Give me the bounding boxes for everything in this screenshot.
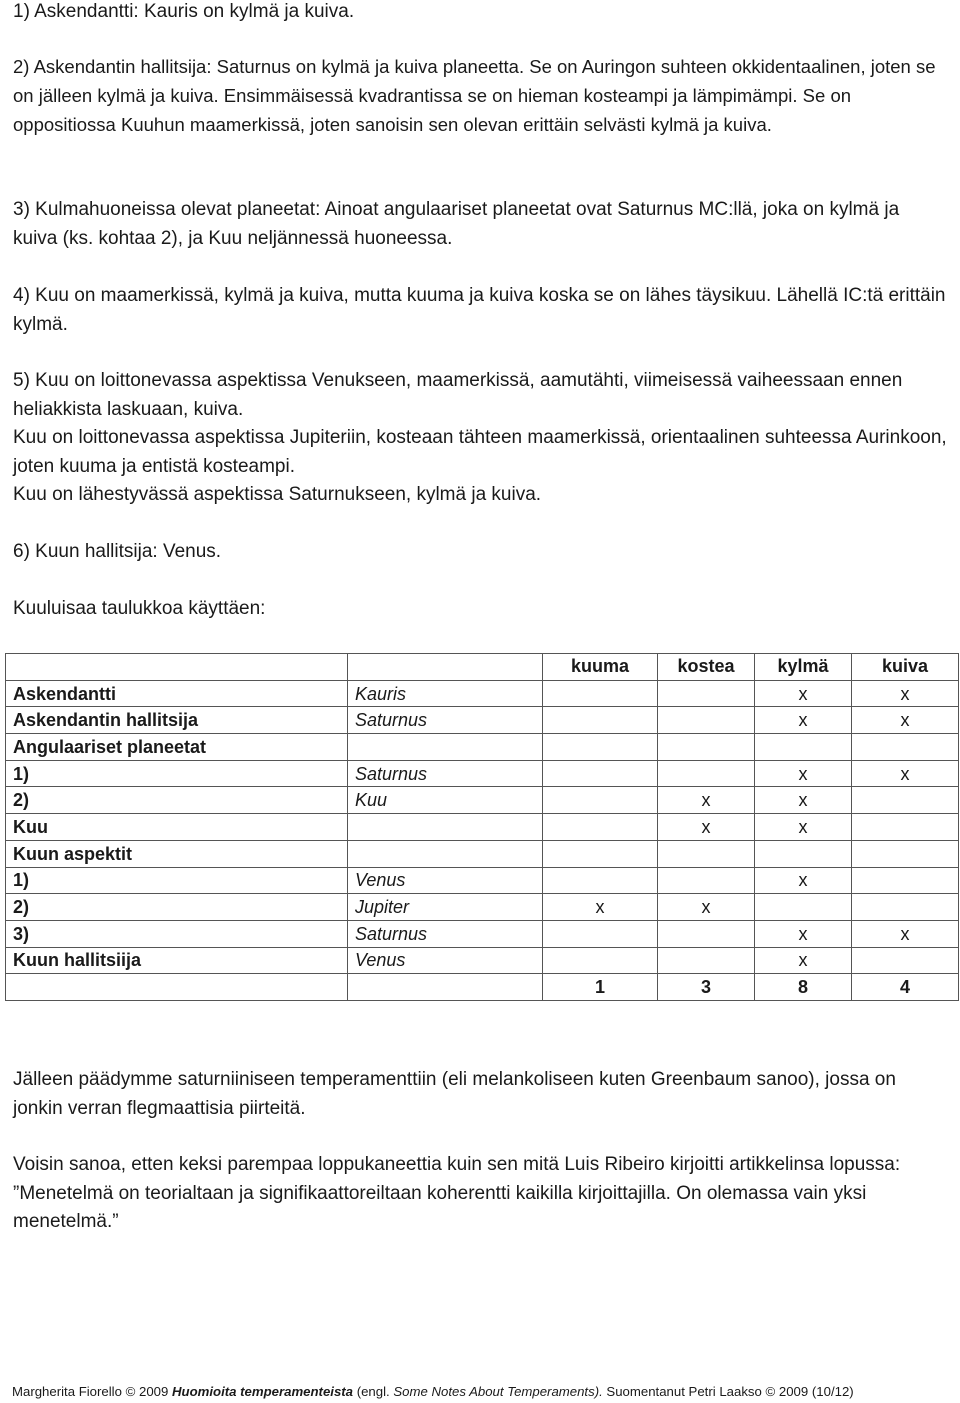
table-row [6, 680, 959, 707]
table-row [6, 920, 959, 947]
cell-kuuma [543, 947, 658, 974]
paragraph-5a: 5) Kuu on loittonevassa aspektissa Venukseen, maamerkissä, aamutähti, viimeisessä vaiheessaan ennen heliakkista laskuaan, kuiva. [13, 370, 903, 420]
cell-kuuma [543, 814, 658, 841]
cell-kylma [755, 894, 852, 921]
paragraph-1: 1) Askendantti: Kauris on kylmä ja kuiva. [13, 1, 355, 22]
cell-kylma: x [755, 920, 852, 947]
paragraph-3: 3) Kulmahuoneissa olevat planeetat: Ainoat angulaariset planeetat ovat Saturnus MC:llä, joka on kylmä ja kuiva (ks. kohtaa 2), ja Kuu neljännessä huoneessa. [13, 199, 900, 249]
cell-kuiva: x [852, 680, 959, 707]
table-row [6, 947, 959, 974]
row-sign: Jupiter [348, 894, 543, 921]
row-label: Kuun aspektit [6, 840, 348, 867]
row-sign: Saturnus [348, 760, 543, 787]
row-label: 2) [6, 894, 348, 921]
table-intro: Kuuluisaa taulukkoa käyttäen: [13, 598, 266, 619]
cell-kostea [658, 707, 755, 734]
cell-kuuma [543, 707, 658, 734]
totals-blank-sign [348, 974, 543, 1001]
cell-kostea [658, 867, 755, 894]
page-footer [12, 1383, 957, 1401]
paragraph-2: 2) Askendantin hallitsija: Saturnus on kylmä ja kuiva planeetta. Se on Auringon suhteen okkidentaalinen, joten se on jälleen kylmä ja kuiva. Ensimmäisessä kvadrantissa se on hieman kosteampi ja lämpimämpi. Se on oppositiossa Kuuhun maamerkissä, joten sanoisin sen olevan erittäin selvästi kylmä ja kuiva. [13, 56, 936, 135]
row-sign: Saturnus [348, 707, 543, 734]
row-label: Kuun hallitsiija [6, 947, 348, 974]
cell-kuuma [543, 760, 658, 787]
cell-kuuma: x [543, 894, 658, 921]
row-label: 1) [6, 867, 348, 894]
cell-kostea: x [658, 814, 755, 841]
footer-engl-title: Some Notes About Temperaments). [393, 1384, 603, 1399]
row-sign: Saturnus [348, 920, 543, 947]
footer-author: Margherita Fiorello © 2009 [12, 1384, 169, 1399]
row-label: 3) [6, 920, 348, 947]
table-header-row [6, 654, 959, 681]
row-label: 1) [6, 760, 348, 787]
cell-kylma: x [755, 947, 852, 974]
cell-kuiva: x [852, 920, 959, 947]
row-label: Askendantti [6, 680, 348, 707]
cell-kostea [658, 947, 755, 974]
cell-kylma: x [755, 680, 852, 707]
table-row [6, 814, 959, 841]
total-kostea: 3 [658, 974, 755, 1001]
table-row [6, 707, 959, 734]
footer-title: Huomioita temperamenteista [172, 1384, 354, 1399]
header-kylma: kylmä [755, 654, 852, 681]
paragraph-conclusion: Jälleen päädymme saturniiniseen temperamenttiin (eli melankoliseen kuten Greenbaum sanoo), jossa on jonkin verran flegmaattisia piirteitä. [13, 1069, 896, 1119]
row-label: Kuu [6, 814, 348, 841]
cell-kuiva [852, 894, 959, 921]
cell-kostea: x [658, 894, 755, 921]
cell-kostea: x [658, 787, 755, 814]
row-sign: Kauris [348, 680, 543, 707]
table-row [6, 787, 959, 814]
cell-kuuma [543, 920, 658, 947]
cell-kuuma [543, 867, 658, 894]
header-kuuma: kuuma [543, 654, 658, 681]
row-label: Angulaariset planeetat [6, 734, 348, 761]
total-kylma: 8 [755, 974, 852, 1001]
cell-kuiva [852, 787, 959, 814]
row-label: 2) [6, 787, 348, 814]
table-row [6, 867, 959, 894]
cell-kostea [658, 920, 755, 947]
totals-blank-label [6, 974, 348, 1001]
cell-kylma: x [755, 867, 852, 894]
cell-kylma: x [755, 760, 852, 787]
cell-kostea [658, 680, 755, 707]
total-kuiva: 4 [852, 974, 959, 1001]
cell-kylma [755, 840, 852, 867]
row-label: Askendantin hallitsija [6, 707, 348, 734]
cell-kuiva [852, 840, 959, 867]
row-sign: Venus [348, 947, 543, 974]
row-sign: Kuu [348, 787, 543, 814]
row-sign [348, 814, 543, 841]
cell-kostea [658, 760, 755, 787]
paragraph-4: 4) Kuu on maamerkissä, kylmä ja kuiva, mutta kuuma ja kuiva koska se on lähes täysikuu. Lähellä IC:tä erittäin kylmä. [13, 285, 946, 335]
row-sign [348, 840, 543, 867]
row-sign [348, 734, 543, 761]
table-row [6, 840, 959, 867]
header-kuiva: kuiva [852, 654, 959, 681]
cell-kuuma [543, 734, 658, 761]
paragraph-5b: Kuu on loittonevassa aspektissa Jupiteriin, kosteaan tähteen maamerkissä, orientaalinen suhteessa Aurinkoon, joten kuuma ja entistä kosteampi. [13, 427, 947, 477]
row-sign: Venus [348, 867, 543, 894]
cell-kylma: x [755, 707, 852, 734]
header-blank-label [6, 654, 348, 681]
table-row [6, 734, 959, 761]
cell-kuiva [852, 734, 959, 761]
totals-row [6, 974, 959, 1001]
paragraph-6: 6) Kuun hallitsija: Venus. [13, 541, 222, 562]
cell-kuuma [543, 840, 658, 867]
cell-kuiva [852, 867, 959, 894]
cell-kylma: x [755, 787, 852, 814]
cell-kuiva [852, 947, 959, 974]
cell-kostea [658, 734, 755, 761]
table-body [6, 680, 959, 974]
temperament-table [5, 653, 959, 1001]
cell-kuiva: x [852, 707, 959, 734]
cell-kuiva: x [852, 760, 959, 787]
cell-kylma [755, 734, 852, 761]
cell-kostea [658, 840, 755, 867]
table-row [6, 894, 959, 921]
footer-engl-prefix: (engl. [356, 1384, 390, 1399]
cell-kylma: x [755, 814, 852, 841]
paragraph-quote: Voisin sanoa, etten keksi parempaa loppukaneettia kuin sen mitä Luis Ribeiro kirjoitti artikkelinsa lopussa: ”Menetelmä on teorialtaan ja signifikaattoreiltaan koherentti kaikilla kirjoittajilla. On olemassa vain yksi menetelmä.” [13, 1154, 901, 1232]
cell-kuuma [543, 680, 658, 707]
header-blank-sign [348, 654, 543, 681]
cell-kuuma [543, 787, 658, 814]
footer-translator: Suomentanut Petri Laakso © 2009 (10/12) [606, 1384, 854, 1399]
cell-kuiva [852, 814, 959, 841]
table-row [6, 760, 959, 787]
header-kostea: kostea [658, 654, 755, 681]
total-kuuma: 1 [543, 974, 658, 1001]
paragraph-5c: Kuu on lähestyvässä aspektissa Saturnukseen, kylmä ja kuiva. [13, 484, 542, 505]
